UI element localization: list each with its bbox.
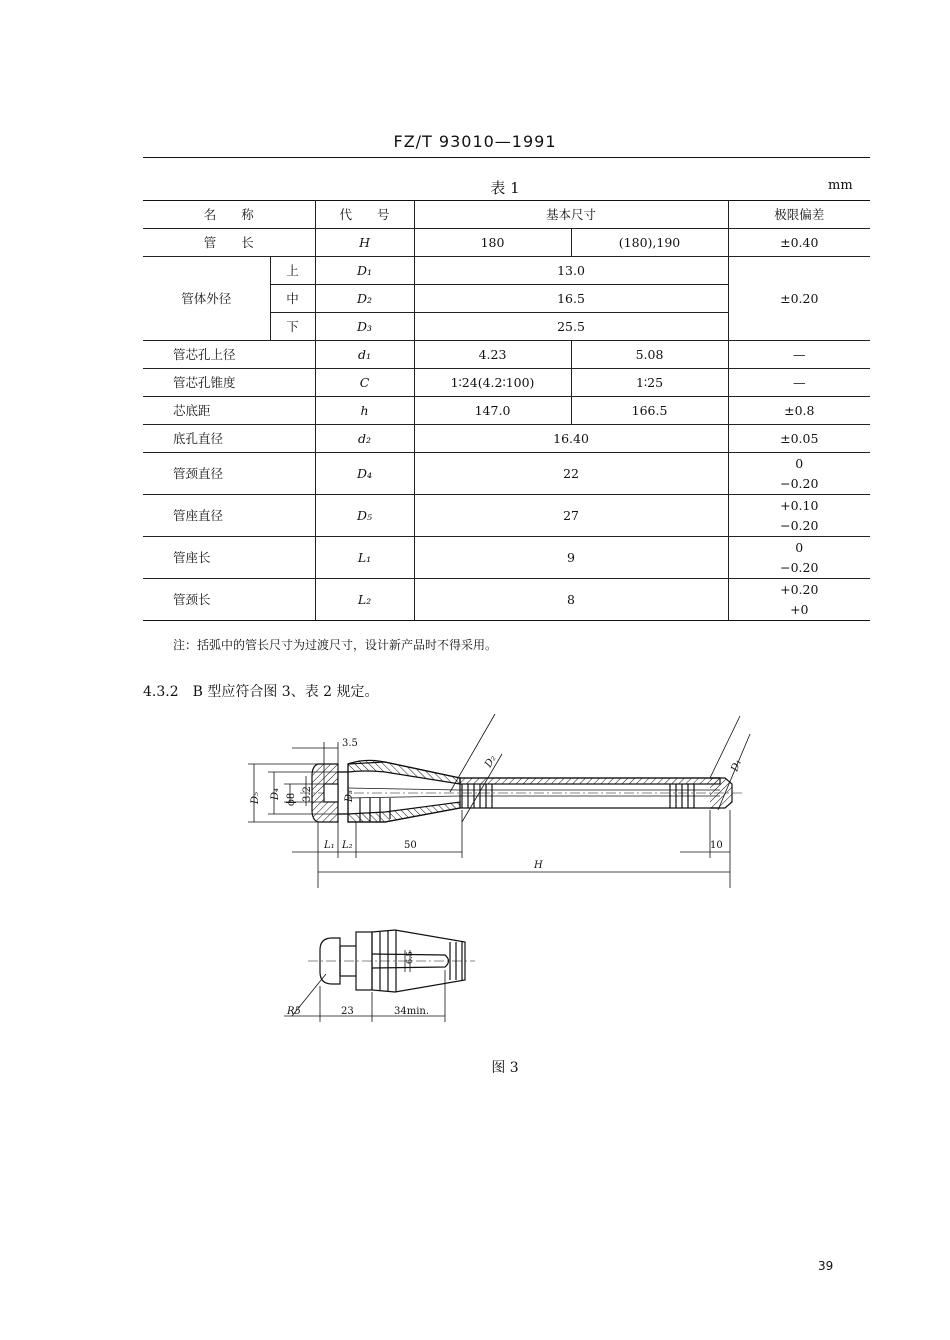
table-header-row — [143, 201, 870, 229]
cell-value-1: 180 — [414, 229, 571, 257]
label-r5: R5 — [287, 1006, 301, 1017]
label-3-2: 3.2 — [302, 786, 313, 802]
tol-upper: +0.20 — [780, 581, 819, 597]
row-tube-length — [143, 229, 870, 257]
cell-value: 25.5 — [414, 313, 728, 341]
cell-value: 16.5 — [414, 285, 728, 313]
label-d3: D₃ — [344, 789, 355, 802]
section-heading: 4.3.2 B 型应符合图 3、表 2 规定。 — [143, 684, 379, 700]
label-d5: D₅ — [250, 791, 261, 804]
cell-value-1: 4.23 — [414, 341, 571, 369]
cell-value-2: 166.5 — [571, 397, 728, 425]
cell-value-1: 1∶24(4.2∶100) — [414, 369, 571, 397]
cell-tolerance: ±0.20 — [728, 257, 870, 341]
base-detail-view — [284, 930, 475, 1022]
table-title: 表 1 — [490, 179, 520, 197]
cell-position: 上 — [270, 257, 315, 285]
label-phi8: ϕ8 — [286, 792, 297, 806]
cell-symbol: d₁ — [315, 341, 414, 369]
cell-name: 管体外径 — [143, 257, 270, 341]
cell-name: 管 长 — [143, 229, 315, 257]
tol-upper: +0.10 — [780, 497, 819, 513]
header-symbol: 代 号 — [315, 201, 414, 229]
cell-symbol: D₁ — [315, 257, 414, 285]
cell-name: 管芯孔上径 — [143, 341, 315, 369]
label-23: 23 — [341, 1006, 354, 1017]
cell-symbol: d₂ — [315, 425, 414, 453]
tol-lower: −0.20 — [780, 559, 819, 575]
row-seat-dia — [143, 495, 870, 537]
label-d1: D₁ — [729, 757, 744, 774]
row-neck-length — [143, 579, 870, 621]
cell-symbol: D₃ — [315, 313, 414, 341]
row-neck-dia — [143, 453, 870, 495]
cell-symbol: D₄ — [315, 453, 414, 495]
tube-side-view — [300, 757, 745, 822]
tol-lower: −0.20 — [780, 517, 819, 533]
page-number: 39 — [818, 1259, 834, 1273]
label-3-5: 3.5 — [342, 738, 358, 749]
cell-value-2: 5.08 — [571, 341, 728, 369]
cell-value: 8 — [414, 579, 728, 621]
cell-name: 管颈直径 — [143, 453, 315, 495]
cell-value-2: (180),190 — [571, 229, 728, 257]
cell-tolerance — [728, 537, 870, 579]
tol-lower: −0.20 — [780, 475, 819, 491]
label-l1: L₁ — [324, 840, 335, 851]
header-tolerance: 极限偏差 — [728, 201, 870, 229]
cell-value: 27 — [414, 495, 728, 537]
header-rule — [143, 157, 870, 158]
row-core-top-dia — [143, 341, 870, 369]
label-h: H — [534, 860, 543, 871]
row-seat-length — [143, 537, 870, 579]
cell-symbol: h — [315, 397, 414, 425]
cell-position: 下 — [270, 313, 315, 341]
cell-tolerance: — — [728, 369, 870, 397]
cell-tolerance — [728, 579, 870, 621]
tol-lower: +0 — [790, 601, 809, 617]
label-d2: D₂ — [483, 753, 499, 770]
cell-tolerance: ±0.05 — [728, 425, 870, 453]
figure-3-drawing — [240, 706, 780, 1046]
row-core-taper — [143, 369, 870, 397]
cell-name: 管座直径 — [143, 495, 315, 537]
cell-position: 中 — [270, 285, 315, 313]
label-d4: D₄ — [270, 787, 281, 800]
cell-value-2: 1∶25 — [571, 369, 728, 397]
cell-symbol: H — [315, 229, 414, 257]
row-outer-diameter-upper — [143, 257, 870, 285]
cell-symbol: L₁ — [315, 537, 414, 579]
cell-symbol: C — [315, 369, 414, 397]
standard-code-header: FZ/T 93010—1991 — [393, 132, 557, 151]
header-basic-size: 基本尺寸 — [414, 201, 728, 229]
tol-upper: 0 — [795, 539, 804, 555]
cell-name: 管芯孔锥度 — [143, 369, 315, 397]
cell-symbol: L₂ — [315, 579, 414, 621]
label-6-5: 6.5 — [405, 951, 414, 964]
cell-name: 管颈长 — [143, 579, 315, 621]
cell-name: 管座长 — [143, 537, 315, 579]
cell-tolerance: ±0.8 — [728, 397, 870, 425]
cell-tolerance — [728, 495, 870, 537]
cell-name: 芯底距 — [143, 397, 315, 425]
header-name: 名 称 — [143, 201, 315, 229]
tol-upper: 0 — [795, 455, 804, 471]
cell-name: 底孔直径 — [143, 425, 315, 453]
label-34min: 34min. — [394, 1006, 430, 1017]
row-bottom-hole-dia — [143, 425, 870, 453]
row-core-bottom-distance — [143, 397, 870, 425]
label-10: 10 — [710, 840, 723, 851]
cell-value: 9 — [414, 537, 728, 579]
cell-value: 16.40 — [414, 425, 728, 453]
figure-caption: 图 3 — [491, 1060, 519, 1076]
cell-value: 22 — [414, 453, 728, 495]
cell-symbol: D₂ — [315, 285, 414, 313]
label-l2: L₂ — [342, 840, 353, 851]
table-unit: mm — [828, 178, 853, 193]
spec-table-1 — [143, 200, 870, 621]
cell-value: 13.0 — [414, 257, 728, 285]
cell-value-1: 147.0 — [414, 397, 571, 425]
label-50: 50 — [404, 840, 417, 851]
cell-tolerance: — — [728, 341, 870, 369]
table-note: 注：括弧中的管长尺寸为过渡尺寸，设计新产品时不得采用。 — [173, 638, 498, 652]
cell-tolerance: ±0.40 — [728, 229, 870, 257]
cell-tolerance — [728, 453, 870, 495]
cell-symbol: D₅ — [315, 495, 414, 537]
